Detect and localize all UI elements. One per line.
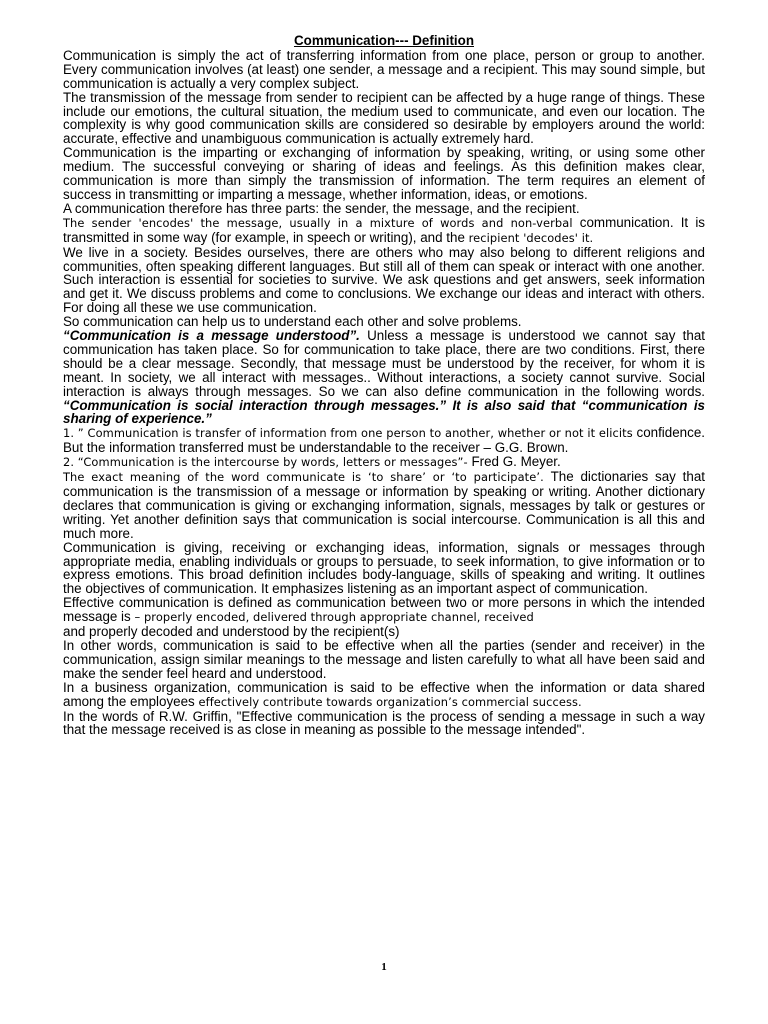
paragraph-16: In the words of R.W. Griffin, "Effective communication is the process of sending a message in such a way that the message received is as close in meaning as possible to the message intended". bbox=[63, 708, 705, 738]
paragraph-7: So communication can help us to understand each other and solve problems. bbox=[63, 314, 522, 330]
paragraph-15 bbox=[63, 681, 705, 710]
paragraph-9-light: 1. ” Communication is transfer of information from one person to another, whether or not it elicits bbox=[63, 426, 637, 441]
paragraph-4: A communication therefore has three parts: the sender, the message, and the recipient. bbox=[63, 200, 580, 216]
paragraph-8-text: Unless a message is understood we cannot say that communication has taken place. So for communication to take place, there are two conditions. First, there should be a clear message. Secondly, that message must be understood by the receiver, for whom it is meant. In society, we all interact with messages.. Without interactions, a society cannot survive. Social interaction is always through messages. So we can also define communication in the following words. bbox=[63, 328, 706, 399]
page-title: Communication--- Definition bbox=[293, 33, 474, 48]
paragraph-5-line-1: The sender 'encodes' the message, usually in a mixture of words and non-verbal bbox=[63, 215, 580, 230]
paragraph-14: In other words, communication is said to be effective when all the parties (sender and receiver) in the communication, assign similar meanings to the message and listen carefully to what all have been said and make the sender feel heard and understood. bbox=[63, 637, 705, 681]
paragraph-8-quote-2: “Communication is social interaction through messages.” It is also said that “communication is sharing of experience.” bbox=[63, 397, 705, 427]
paragraph-13-light: – properly encoded, delivered through appropriate channel, received bbox=[134, 610, 534, 625]
paragraph-15-light: effectively contribute towards organization’s commercial success. bbox=[198, 694, 582, 709]
paragraph-13 bbox=[63, 596, 705, 639]
paragraph-9 bbox=[63, 426, 705, 455]
page-number: 1 bbox=[381, 961, 387, 973]
paragraph-5-line-2: communication. It is transmitted in some way (for example, in speech or writing), and the bbox=[63, 214, 705, 245]
paragraph-10-light: 2. “Communication is the intercourse by words, letters or messages”- bbox=[63, 455, 472, 470]
paragraph-10-text: Fred G. Meyer. bbox=[471, 454, 561, 470]
paragraph-8 bbox=[63, 329, 705, 426]
paragraph-11-text: The dictionaries say that communication is the transmission of a message or information by speaking or writing. Another dictionary declares that communication is giving or exchanging information, signals, messages by talk or gestures or writing. Yet another definition says that communication is social intercourse. Communication is all this and much more. bbox=[63, 469, 706, 541]
paragraph-6: We live in a society. Besides ourselves, there are others who may also belong to different religions and communities, often speaking different languages. But still all of them can speak or interact with one another. Such interaction is essential for societies to survive. We ask questions and get answers, seek information and get it. We discuss problems and come to conclusions. We exchange our ideas and interact with others. For doing all these we use communication. bbox=[63, 244, 705, 316]
paragraph-9-text: confidence. But the information transferred must be understandable to the receiver – G.G. Brown. bbox=[63, 425, 705, 456]
paragraph-12: Communication is giving, receiving or exchanging ideas, information, signals or messages through appropriate media, enabling individuals or groups to persuade, to seek information, to give information or to express emotions. This broad definition includes body-language, skills of speaking and writing. It outlines the objectives of communication. It emphasizes listening as an important aspect of communication. bbox=[63, 539, 705, 597]
paragraph-13-text-2: and properly decoded and understood by the recipient(s) bbox=[63, 624, 400, 640]
paragraph-2: The transmission of the message from sender to recipient can be affected by a huge range of things. These include our emotions, the cultural situation, the medium used to communicate, and even our location. The complexity is why good communication skills are considered so desirable by employers around the world: accurate, effective and unambiguous communication is actually extremely hard. bbox=[63, 89, 705, 147]
paragraph-8-quote: “Communication is a message understood”. bbox=[63, 328, 360, 344]
document-body bbox=[63, 34, 705, 737]
paragraph-11-light: The exact meaning of the word communicate is ‘to share’ or ‘to participate’. bbox=[63, 470, 551, 485]
paragraph-5-line-3: recipient 'decodes' it. bbox=[468, 230, 594, 245]
paragraph-13-text: Effective communication is defined as communication between two or more persons in which the intended message is bbox=[63, 595, 705, 625]
paragraph-5 bbox=[63, 216, 705, 246]
paragraph-3: Communication is the imparting or exchanging of information by speaking, writing, or using some other medium. The successful conveying or sharing of ideas and feelings. As this definition makes clear, communication is more than simply the transmission of information. The term requires an element of success in transmitting or imparting a message, whether information, ideas, or emotions. bbox=[63, 145, 705, 202]
paragraph-1: Communication is simply the act of transferring information from one place, person or group to another. Every communication involves (at least) one sender, a message and a recipient. This may sound simple, but communication is actually a very complex subject. bbox=[63, 47, 705, 91]
paragraph-11 bbox=[63, 470, 705, 541]
paragraph-10 bbox=[63, 455, 705, 470]
paragraph-15-text: In a business organization, communication is said to be effective when the information or data shared among the employees bbox=[63, 679, 705, 709]
